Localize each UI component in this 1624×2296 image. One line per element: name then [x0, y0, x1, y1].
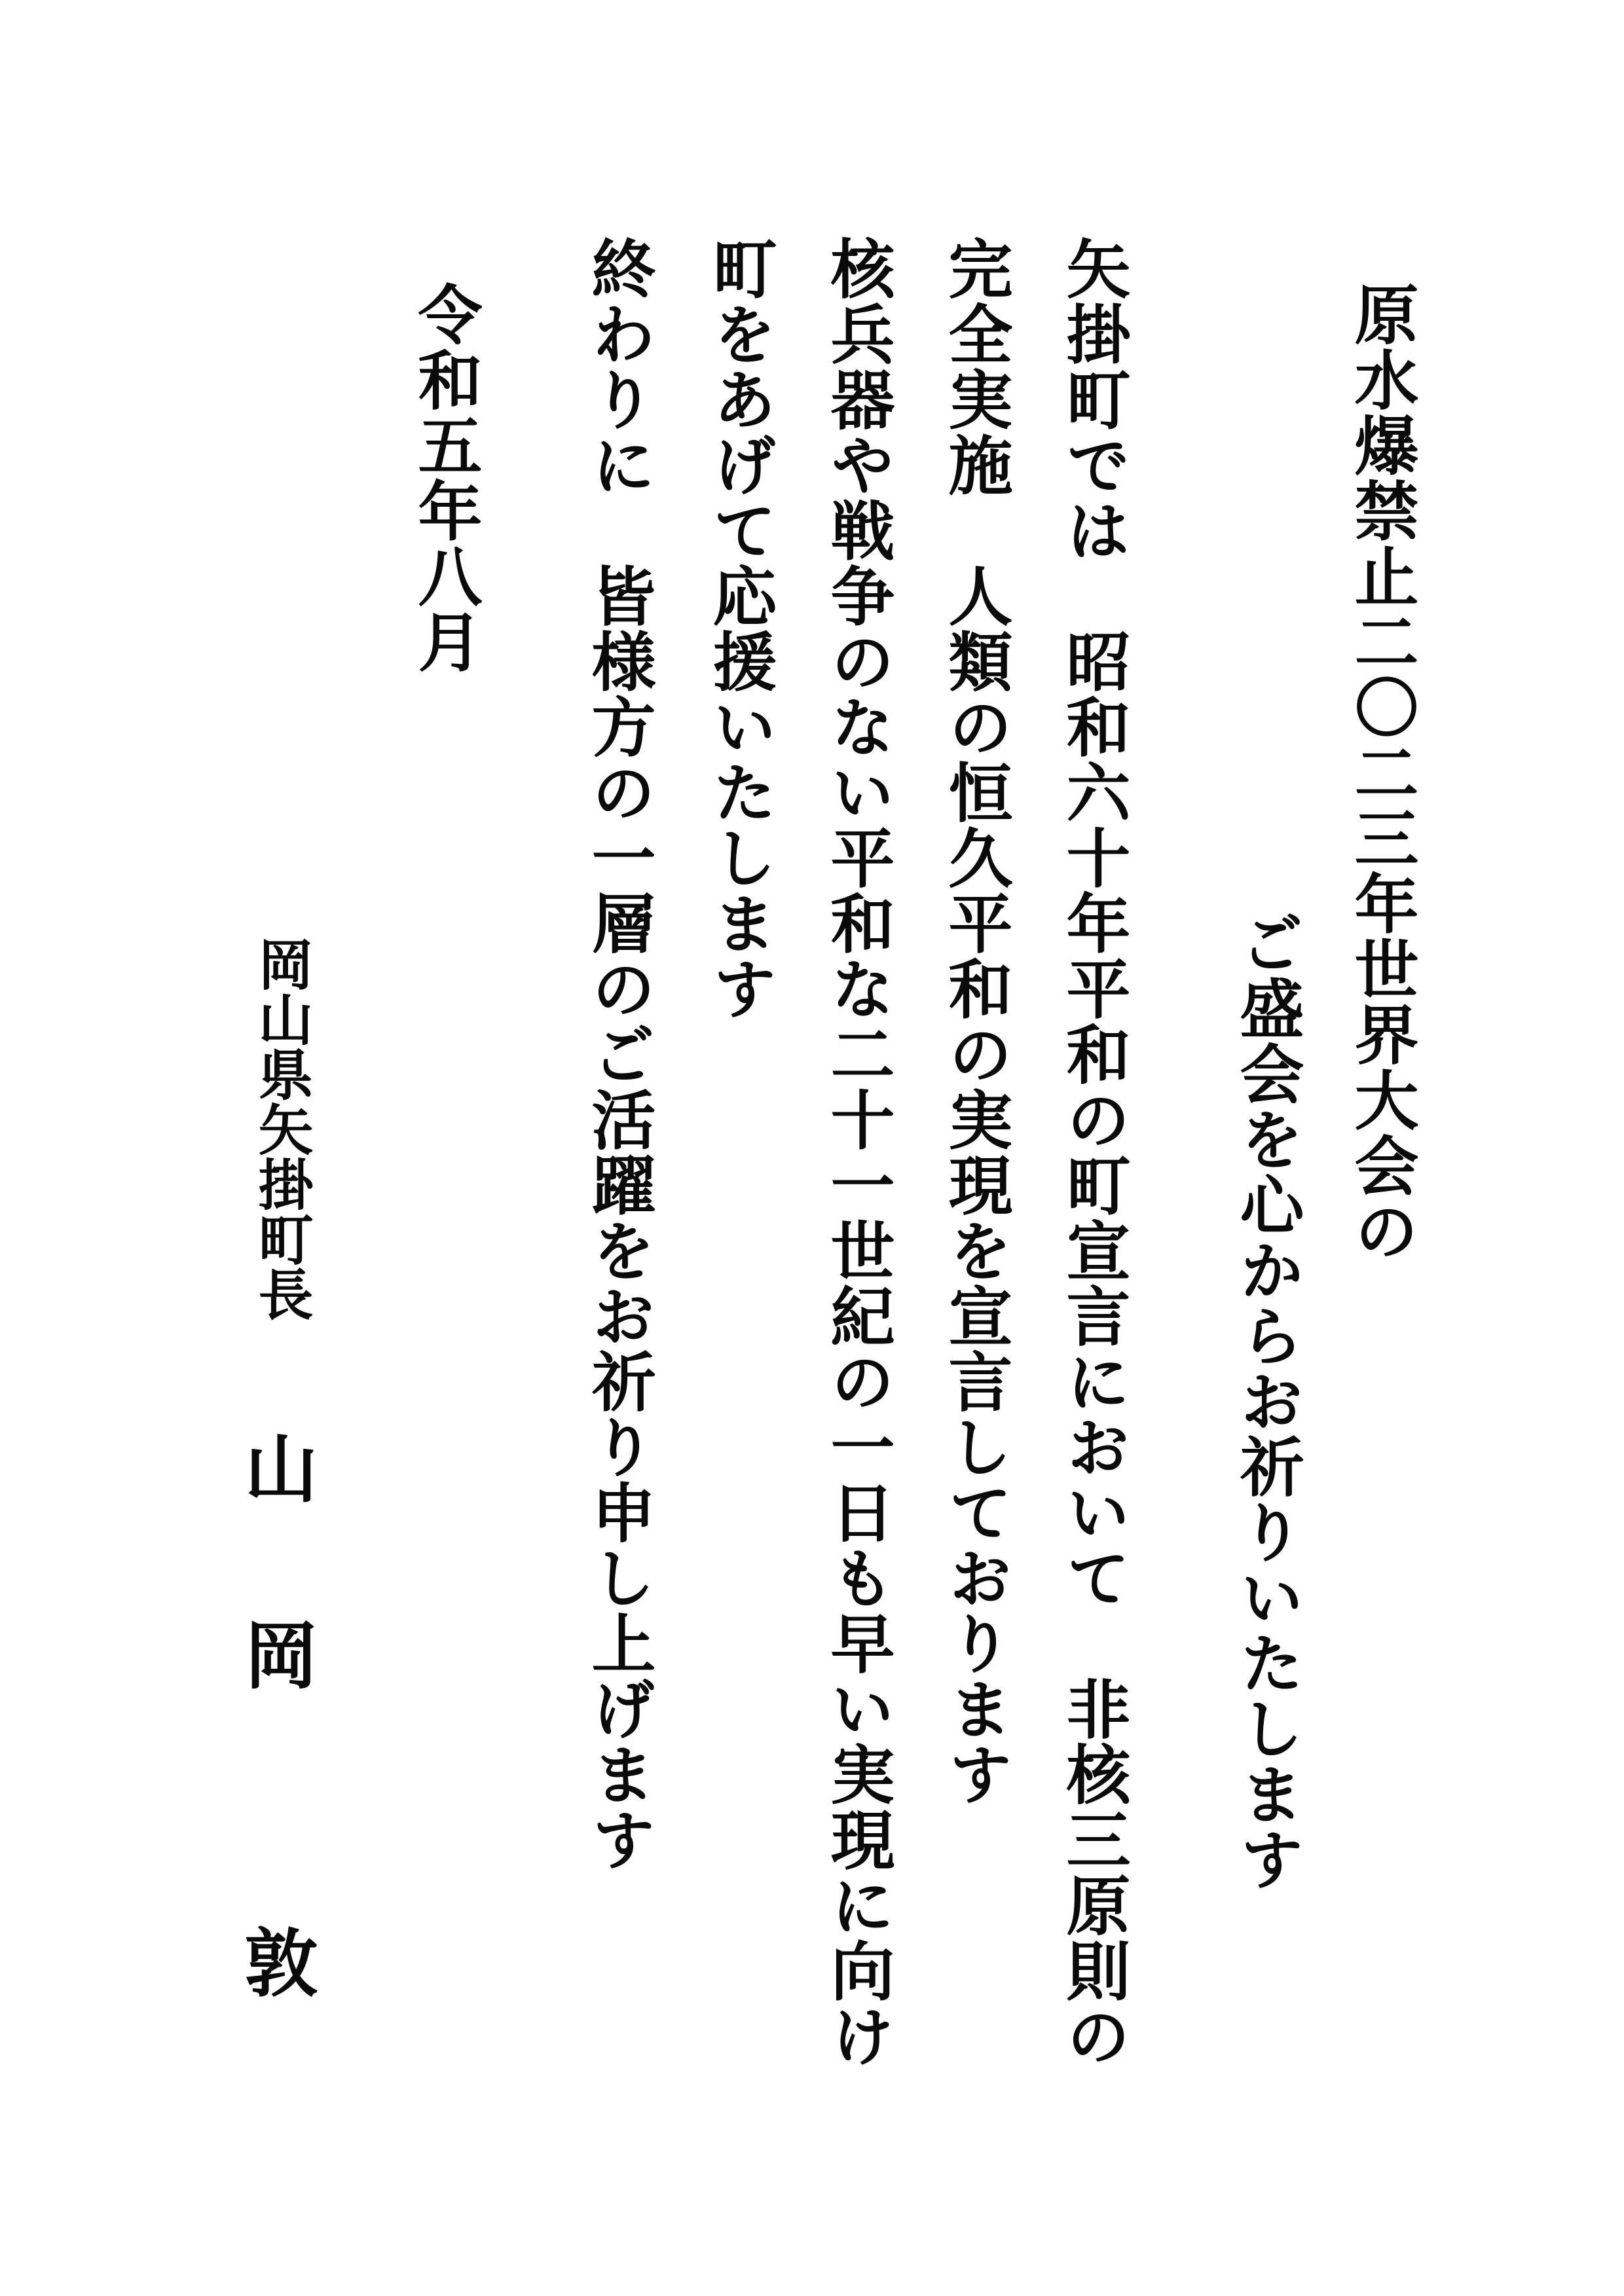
body-line-2: 完全実施 人類の恒久平和の実現を宣言しております: [938, 236, 1013, 1807]
greeting-title-line-2: ご盛会を心からお祈りいたします: [1229, 910, 1304, 1892]
body-line-3: 核兵器や戦争のない平和な二十一世紀の一日も早い実現に向け: [820, 236, 895, 2069]
signatory-name-char-1: 山: [232, 1430, 318, 1504]
body-line-5: 終わりに 皆様方の一層のご活躍をお祈り申し上げます: [581, 236, 656, 1872]
body-line-1: 矢掛町では 昭和六十年平和の町宣言において 非核三原則の: [1056, 236, 1131, 2069]
letter-date: 令和五年八月: [407, 282, 483, 674]
signatory-title: 岡山県矢掛町長: [249, 936, 314, 1321]
greeting-title-line-1: 原水爆禁止二〇二三年世界大会の: [1344, 282, 1419, 1264]
signatory-name-char-2: 岡: [232, 1617, 318, 1690]
signatory-name-char-3: 敦: [232, 1925, 318, 1998]
body-line-4: 町をあげて応援いたします: [702, 236, 777, 1021]
